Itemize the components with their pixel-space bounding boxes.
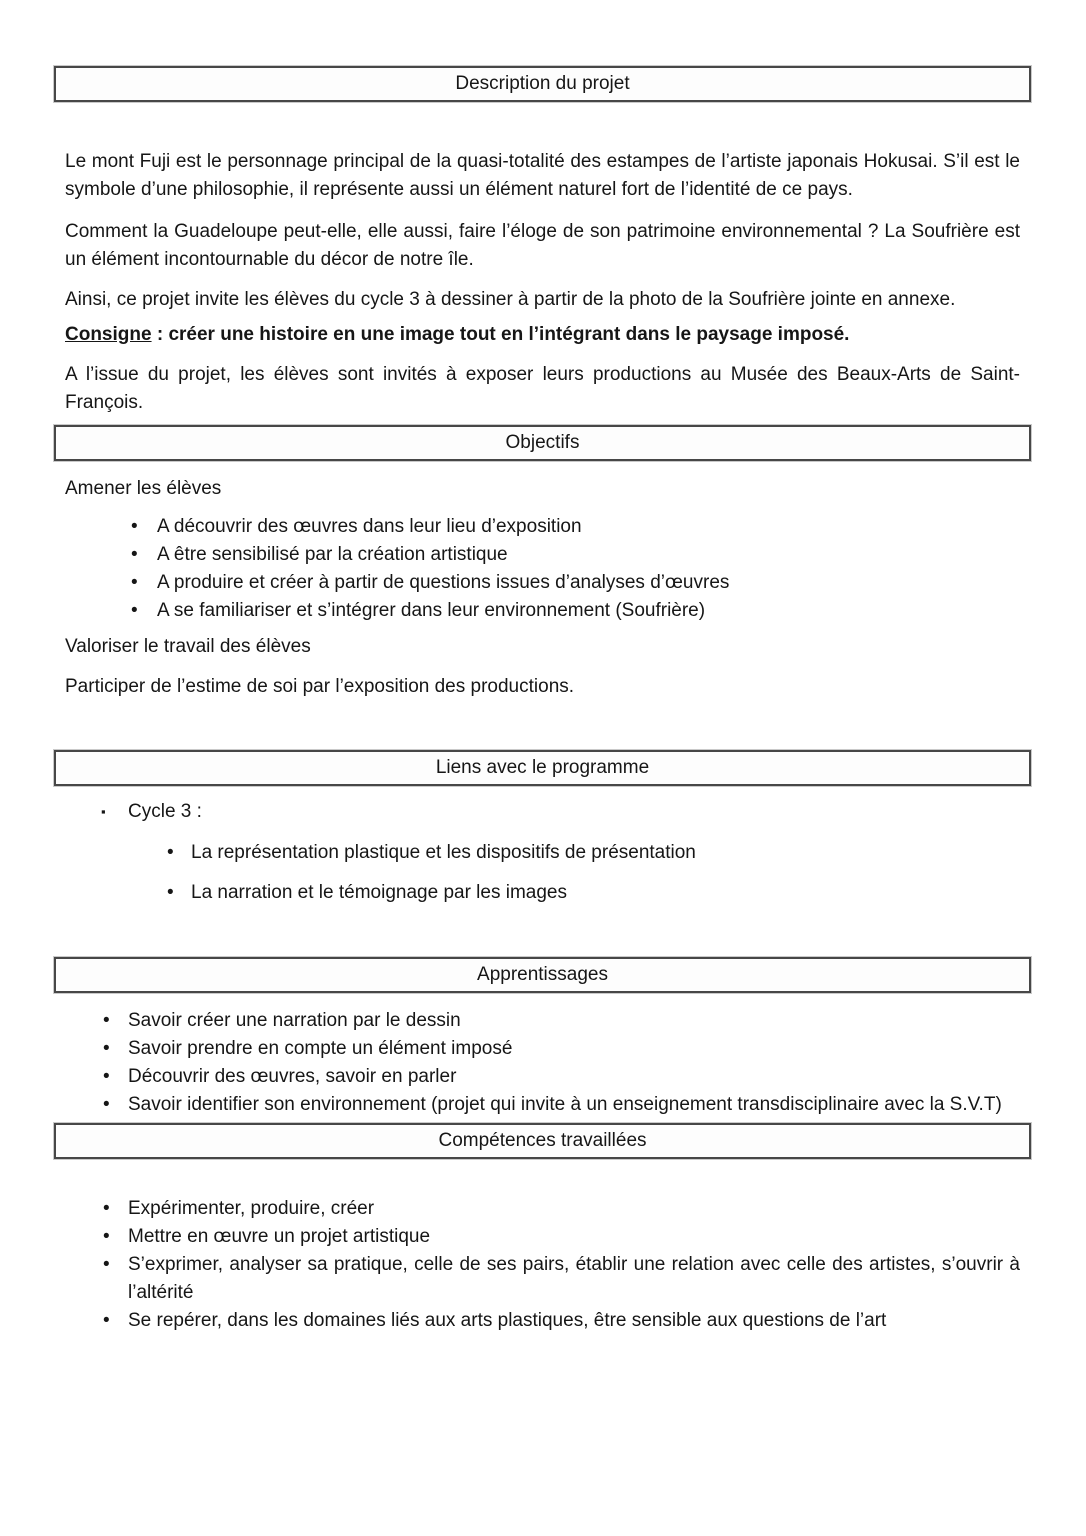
header-box-liens xyxy=(54,750,1031,786)
list-item xyxy=(65,1307,1020,1335)
valoriser-text: Valoriser le travail des élèves xyxy=(65,636,311,657)
list-item xyxy=(65,1035,1020,1063)
section-header-competences: Compétences travaillées xyxy=(438,1130,647,1151)
liens-sublist xyxy=(65,839,1020,907)
competences-list xyxy=(65,1195,1020,1335)
list-item-label: Savoir créer une narration par le dessin xyxy=(128,1010,461,1031)
header-box-apprentissages xyxy=(54,957,1031,993)
objectifs-list xyxy=(65,513,1020,625)
intro-paragraph-1: Le mont Fuji est le personnage principal de la quasi-totalité des estampes de l’artiste japonais Hokusai. S’il est le symbole d’une philosophie, il représente aussi un élément naturel fort de l’identité de ce pays. xyxy=(65,151,1020,200)
bullet-icon: • xyxy=(103,1254,110,1275)
list-item-label: A produire et créer à partir de questions issues d’analyses d’œuvres xyxy=(157,572,730,593)
bullet-icon: • xyxy=(103,1010,110,1031)
consigne-separator: : xyxy=(151,324,169,345)
consigne-label: Consigne xyxy=(65,324,152,345)
list-item xyxy=(65,569,1020,597)
list-item xyxy=(65,1223,1020,1251)
list-item xyxy=(65,1091,1020,1119)
participer-text: Participer de l’estime de soi par l’exposition des productions. xyxy=(65,676,575,697)
intro-paragraph-3: Ainsi, ce projet invite les élèves du cycle 3 à dessiner à partir de la photo de la Soufrière jointe en annexe. xyxy=(65,289,956,310)
list-item-label: Découvrir des œuvres, savoir en parler xyxy=(128,1066,457,1087)
bullet-icon: • xyxy=(131,516,138,537)
list-item-label: A découvrir des œuvres dans leur lieu d’exposition xyxy=(157,516,582,537)
header-box-description xyxy=(54,66,1031,102)
sub-list-item xyxy=(65,879,1020,907)
list-item-label: Expérimenter, produire, créer xyxy=(128,1198,375,1219)
sub-list-item-label: La représentation plastique et les dispositifs de présentation xyxy=(191,842,696,863)
list-item-label: Savoir identifier son environnement (projet qui invite à un enseignement transdisciplinaire avec la S.V.T) xyxy=(128,1094,1002,1115)
bullet-icon: • xyxy=(167,882,174,903)
bullet-icon: • xyxy=(103,1038,110,1059)
objectifs-intro-text: Amener les élèves xyxy=(65,478,222,499)
bullet-icon: • xyxy=(167,842,174,863)
bullet-icon: • xyxy=(103,1094,110,1115)
list-item xyxy=(65,541,1020,569)
cycle3-item xyxy=(65,798,1020,826)
bullet-icon: • xyxy=(103,1226,110,1247)
list-item xyxy=(65,513,1020,541)
section-header-objectifs: Objectifs xyxy=(505,432,580,453)
sub-list-item xyxy=(65,839,1020,867)
section-header-liens: Liens avec le programme xyxy=(435,757,650,778)
cycle3-label: Cycle 3 : xyxy=(128,801,202,822)
list-item-label: A être sensibilisé par la création artistique xyxy=(157,544,508,565)
bullet-icon: • xyxy=(103,1310,110,1331)
list-item xyxy=(65,1063,1020,1091)
list-item xyxy=(65,1195,1020,1223)
consigne-paragraph xyxy=(65,321,1020,349)
list-item xyxy=(65,597,1020,625)
section-header-apprentissages: Apprentissages xyxy=(477,964,608,985)
list-item-label: A se familiariser et s’intégrer dans leur environnement (Soufrière) xyxy=(157,600,706,621)
header-box-objectifs xyxy=(54,425,1031,461)
bullet-icon: • xyxy=(131,600,138,621)
exposition-paragraph: A l’issue du projet, les élèves sont invités à exposer leurs productions au Musée des Beaux-Arts de Saint-François. xyxy=(65,364,1020,413)
apprentissages-list xyxy=(65,1007,1020,1119)
list-item xyxy=(65,1007,1020,1035)
list-item-label: Se repérer, dans les domaines liés aux arts plastiques, être sensible aux questions de l’art xyxy=(128,1310,887,1331)
section-header-description: Description du projet xyxy=(455,73,630,94)
sub-list-item-label: La narration et le témoignage par les images xyxy=(191,882,568,903)
bullet-icon: • xyxy=(103,1066,110,1087)
list-item xyxy=(65,1251,1020,1307)
list-item-label: Mettre en œuvre un projet artistique xyxy=(128,1226,431,1247)
bullet-icon: • xyxy=(131,572,138,593)
consigne-text: créer une histoire en une image tout en l’intégrant dans le paysage imposé. xyxy=(168,324,850,345)
bullet-icon: • xyxy=(131,544,138,565)
liens-list xyxy=(65,798,1020,826)
bullet-icon: • xyxy=(103,1198,110,1219)
intro-paragraph-2: Comment la Guadeloupe peut-elle, elle aussi, faire l’éloge de son patrimoine environnemental ? La Soufrière est un élément incontournable du décor de notre île. xyxy=(65,221,1020,270)
header-box-competences xyxy=(54,1123,1031,1159)
list-item-label: Savoir prendre en compte un élément imposé xyxy=(128,1038,513,1059)
list-item-label: S’exprimer, analyser sa pratique, celle de ses pairs, établir une relation avec celle des artistes, s’ouvrir à l’altérité xyxy=(128,1254,1020,1303)
square-bullet-icon: ▪ xyxy=(101,804,106,819)
